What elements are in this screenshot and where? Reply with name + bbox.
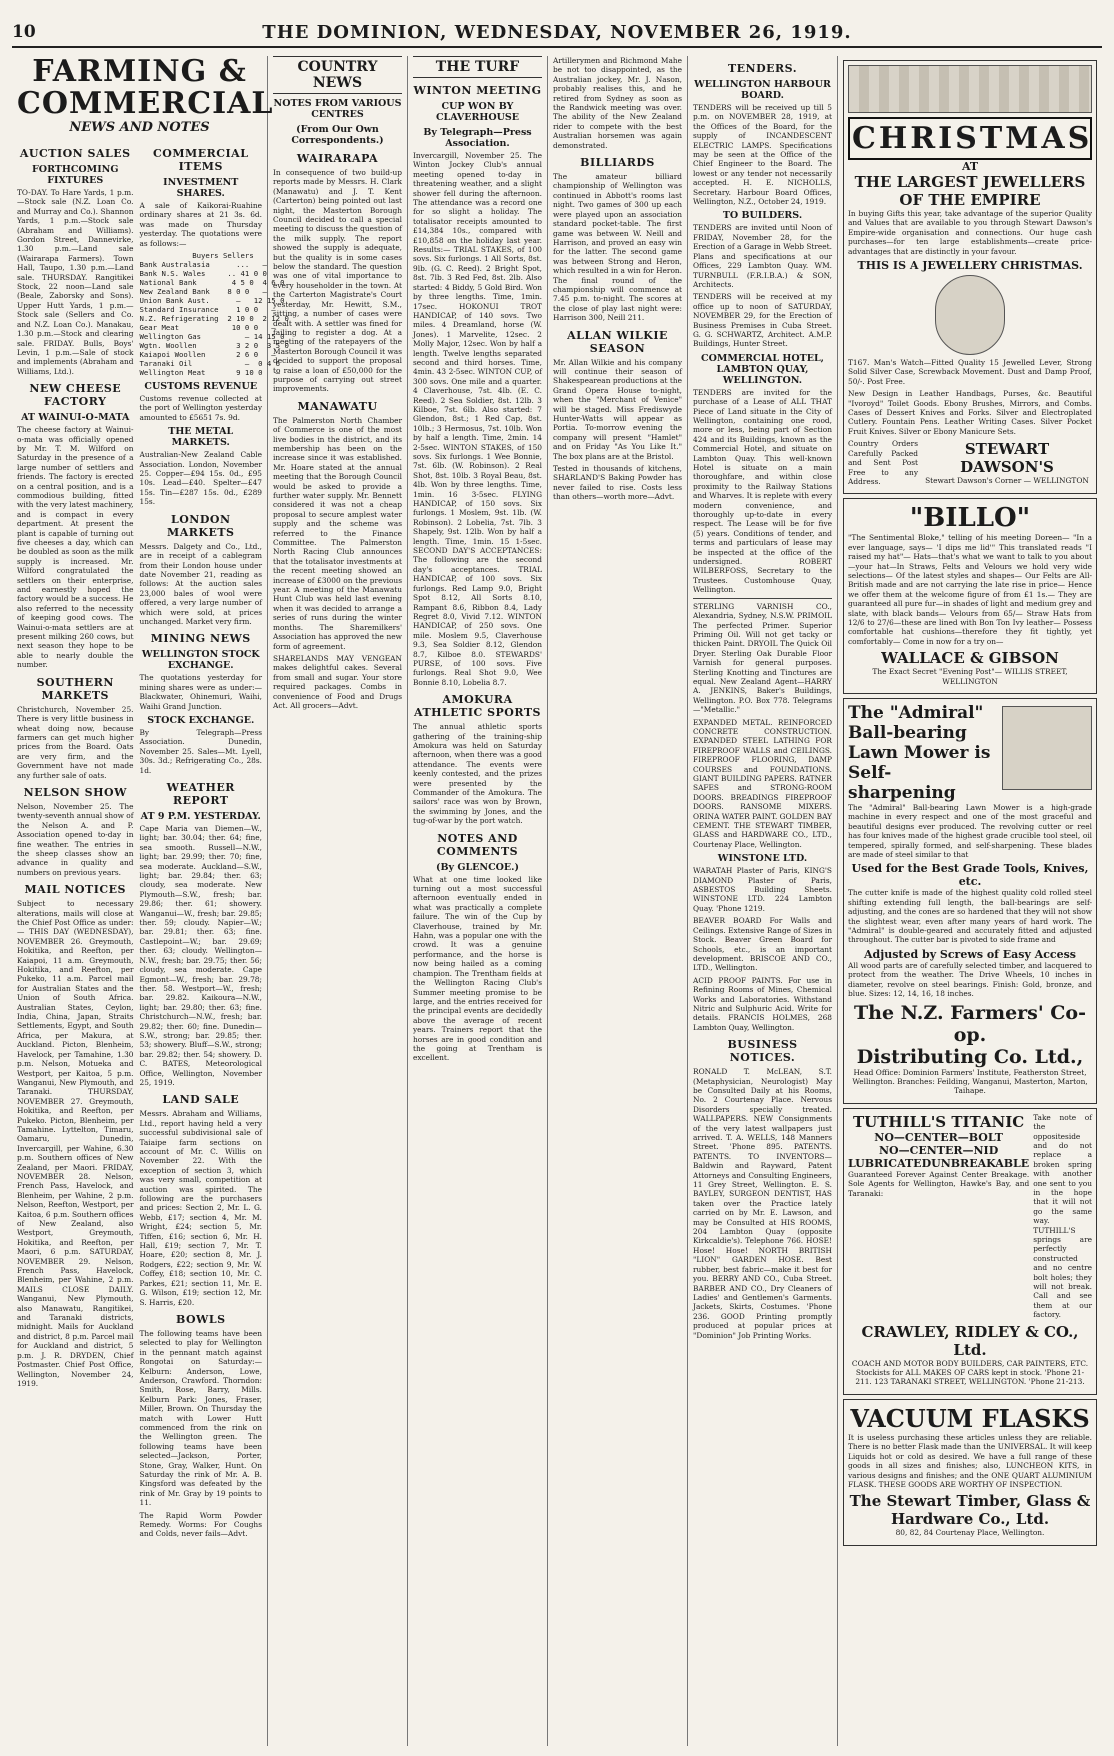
builders2-text: TENDERS will be received at my office up to noon of SATURDAY, NOVEMBER 29, for the Erection of Business Premises in Cuba Street. G. G. SCHWARTZ, Architect. A.M.P. Buildings, Hunter Street. <box>693 292 832 349</box>
stewart-dawson-title: STEWART DAWSON'S <box>960 440 1054 477</box>
tuthill-title: TUTHILL'S TITANIC <box>853 1112 1025 1131</box>
page-number: 10 <box>12 22 36 42</box>
admiral-line1: The "Admiral" <box>848 703 984 723</box>
christmas-ad <box>843 60 1097 494</box>
cheese-heading: NEW CHEESE FACTORY <box>29 382 122 409</box>
mining-subheading: WELLINGTON STOCK EXCHANGE. <box>141 649 260 672</box>
stock-heading: STOCK EXCHANGE. <box>147 714 255 726</box>
admiral-mower-ad <box>843 698 1097 1104</box>
vacuum-title: VACUUM FLASKS <box>850 1403 1090 1433</box>
unbreakable-label: UNBREAKABLE <box>931 1156 1030 1170</box>
weather-text: Cape Maria van Diemen—W., light; bar. 30.04; ther. 64; fine, sea smooth. Russell—N.W., light; bar. 29.99; ther. 70; fine, sea moderate. Auckland—S.W., light; bar. 29.84; ther. 63; cloudy, sea moderate. New Plymouth—S.W., fresh; bar. 29.86; ther. 61; showery. Wanganui—W., fresh; bar. 29.85; ther. 59; cloudy. Napier—W.; bar. 29.81; ther. 63; fine. Castlepoint—W.; bar. 29.69; ther. 63; cloudy. Wellington—N.W., fresh; bar. 29.75; ther. 56; cloudy, sea moderate. Cape Egmont—W., fresh; bar. 29.78; ther. 58. Westport—W., fresh; bar. 29.82. Kaikoura—N.W., light; bar. 29.80; ther. 63; fine. Christchurch—N.W., fresh; bar. 29.82; ther. 60; fine. Dunedin—S.W., strong; bar. 29.85; ther. 53; showery. Bluff—S.W., strong; bar. 29.82; ther. 54; showery. D. C. BATES, Meteorological Office, Wellington, November 25, 1919. <box>139 824 262 1087</box>
billo-ad <box>843 498 1097 694</box>
farming-title: FARMING & COMMERCIAL <box>17 54 274 121</box>
jewellers-line2: OF THE EMPIRE <box>899 191 1041 209</box>
bowls-heading: BOWLS <box>175 1312 226 1326</box>
stewart-timber: The Stewart Timber, Glass & Hardware Co., Ltd. <box>849 1492 1091 1529</box>
christmas-text: In buying Gifts this year, take advantage of the superior Quality and Values that are available to you through Stewart Dawson's Empire-wide organisation and connections. Our huge cash purchases—for ten large establishments—create price-advantages that are distinctly in your favour. <box>848 209 1092 256</box>
winton-heading: WINTON MEETING <box>413 84 542 97</box>
divider <box>693 598 832 599</box>
business-heading: BUSINESS NOTICES. <box>727 1038 798 1065</box>
crawley-ridley: CRAWLEY, RIDLEY & CO., Ltd. <box>861 1322 1079 1359</box>
admiral-used: Used for the Best Grade Tools, Knives, etc. <box>851 862 1089 889</box>
mining-text: The quotations yesterday for mining shares were as under:— Blackwater, Ohinemuri, Waihi, Waihi Grand Junction. <box>139 673 262 711</box>
expanded-metal-ad: EXPANDED METAL. REINFORCED CONCRETE CONSTRUCTION. EXPANDED STEEL LATHING FOR FIREPROOF WALLS and CEILINGS. FIREPROOF FLOORING, DAMP COURSES and FOUNDATIONS. GIANT BUILDING PAPERS. RATNER SAFES and STRONG-ROOM DOORS. BREADINGS FIREPROOF DOORS. RANSOME MIXERS. ORINA WATER PAINT. GOLDEN BAY CEMENT. THE STEWART TIMBER, GLASS and HARDWARE CO., LTD., Courtenay Place, Wellington. <box>693 717 833 849</box>
christmas-heading: CHRISTMAS <box>848 117 1092 160</box>
flags-illustration <box>848 65 1092 113</box>
stewart-timber-sub: 80, 82, 84 Courtenay Place, Wellington. <box>895 1528 1045 1538</box>
display-ads-column <box>838 56 1102 1746</box>
admiral-line3: Lawn Mower is <box>848 743 991 763</box>
winstone-heading: WINSTONE LTD. <box>717 853 808 865</box>
watch-caption: T167. Man's Watch—Fitted Quality 15 Jewelled Lever, Strong Solid Silver Case, Screwback Movement. Dust and Damp Proof, 50/-. Post Free. <box>848 358 1092 386</box>
wairarapa-heading: WAIRARAPA <box>296 152 379 165</box>
notes-heading: NOTES AND COMMENTS <box>436 831 519 858</box>
winton-text: Invercargill, November 25. The Winton Jockey Club's annual meeting opened to-day in threatening weather, and a slight shower fell during the afternoon. The attendance was a record one for so slight a holiday. The totalisator receipts amounted to £14,384 10s., compared with £10,858 on the holiday last year. Results:— TRIAL STAKES, of 100 sovs. Six furlongs. 1 All Sorts, 8st. 9lb. (G. C. Reed). 2 Bright Spot, 8st. 7lb. 3 Red Fed, 8st. 2lb. Also started: 4 Biddy, 5 Gold Bird. Won by three lengths. Time, 1min. 17sec. HOKONUI TROT HANDICAP, of 140 sovs. Two miles. 4 Dreamland, horse (W. Jones). 1 Marvelite, 12sec. 2 Molly Major, 12sec. Won by half a length. Twelve lengths separated second and third horses. Time, 4min. 43 2-5sec. WINTON CUP, of 300 sovs. One mile and a quarter. 4 Claverhouse, 7st. 4lb. (E. C. Reed). 2 Sea Soldier, 8st. 12lb. 3 Kilboe, 7st. 6lb. Also started: 7 Glendon, 8st.; 1 Red Cap, 8st. 10lb.; 3 Hermosus, 7st. 10lb. Won by half a length. Time, 2min. 14 2-5sec. WINTON STAKES, of 150 sovs. Six furlongs. 1 Wee Bonnie, 7st. 6lb. (W. Robinson). 2 Real Shot, 8st. 10lb. 3 Royal Beau, 8st. 4lb. Won by three lengths. Time, 1min. 16 3-5sec. FLYING HANDICAP, of 150 sovs. Six furlongs. 1 Moslem, 9st. 1lb. (W. Robinson). 2 Lobelia, 7st. 7lb. 3 Shapely, 9st. 12lb. Won by half a length. Time, 1min. 15 1-5sec. SECOND DAY'S ACCEPTANCES: The following are the second day's acceptances. TRIAL HANDICAP, of 100 sovs. Six furlongs. Red Lamp 9.0, Bright Spot 8.12, All Sorts 8.10, Rampant 8.6, Ribbon 8.4, Lady Regret 8.0, Vivid 7.12. WINTON HANDICAP, of 250 sovs. One mile. Moslem 9.5, Claverhouse 9.3, Sea Soldier 8.12, Glendon 8.7, Kilboe 8.0. STEWARDS' PURSE, of 100 sovs. Five furlongs. Real Shot 9.0, Wee Bonnie 8.10, Lobelia 8.7. <box>413 151 542 687</box>
southern-text: Christchurch, November 25. There is very little business in wheat doing now, because farmers can get much higher prices from the Board. Oats are very firm, and the Government have not made any further sale of oats. <box>17 704 134 780</box>
investment-heading: INVESTMENT SHARES. <box>163 177 239 199</box>
jewellers-line1: THE LARGEST JEWELLERS <box>854 173 1086 191</box>
acid-paints-ad: ACID PROOF PAINTS. For use in Refining Rooms of Mines, Chemical Works and Laboratories. Withstand Nitric and Sulphuric Acid. Write for details. FRANCIS HOLMES, 268 Lambton Quay, Wellington. <box>693 975 832 1032</box>
tuthill-sub2: NO—CENTER—NID <box>878 1143 999 1157</box>
masthead <box>12 22 1102 48</box>
mail-text: Subject to necessary alterations, mails will close at the Chief Post Office as under:— THIS DAY (WEDNESDAY), NOVEMBER 26. Greymouth, Hokitika, and Reefton, per Kaiapoi, 11 a.m. Greymouth, Hokitika, and Reefton, per Pukeko, 11 a.m. Parcel mail for Australian States and the Union of South Africa. Australian States, Ceylon, India, China, Japan, Straits Settlements, Egypt, and South Africa, per Makura, at Auckland. Picton, Blenheim, Havelock, per Tamahine, 1.30 p.m. Nelson, Motueka and Westport, per Kaitoa, 5 p.m. Wanganui, New Plymouth, and Taranaki. THURSDAY, NOVEMBER 27. Greymouth, Hokitika, and Reefton, per Pukeko. Picton, Blenheim, per Tamahine. Lyttelton, Timaru, Oamaru, Dunedin, Invercargill, per Wahine, 6.30 p.m. Southern offices of New Zealand, per Maori. FRIDAY, NOVEMBER 28. Nelson, French Pass, Havelock, and Blenheim, per Wahine, 2 p.m. Nelson, Reefton, Westport, per Kaitoa, 6 p.m. Southern offices of New Zealand, also Westport, Greymouth, Hokitika, and Reefton, per Maori, 6 p.m. SATURDAY, NOVEMBER 29. Nelson, French Pass, Havelock, Blenheim, per Wahine, 2 p.m. MAILS CLOSE DAILY. Wanganui, New Plymouth, also Manawatu, Rangitikei, and Taranaki districts, midnight. Mails for Auckland and district, 8 p.m. Parcel mail for Auckland and district, 5 p.m. J. R. DRYDEN, Chief Postmaster. Chief Post Office, Wellington, November 24, 1919. <box>17 899 134 1388</box>
wilkie-text: Mr. Allan Wilkie and his company will continue their season of Shakespearean productions at the Grand Opera House to-night, when the "Merchant of Venice" will be staged. Miss Frediswyde Hunter-Watts will appear as Portia. To-morrow evening the company will present "Hamlet" and on Friday "As You Like It." The box plans are at the Bristol. <box>553 357 682 461</box>
harbour-text: TENDERS will be received up till 5 p.m. on NOVEMBER 28, 1919, at the Offices of the Board, for the supply of INCANDESCENT ELECTRIC LAMPS. Specifications may be seen at the Office of the Chief Engineer to the Board. The lowest or any tender not necessarily accepted. H. E. NICHOLLS, Secretary. Harbour Board Offices, Wellington, N.Z., October 24, 1919. <box>693 103 832 207</box>
bowls-text: The following teams have been selected to play for Wellington in the pennant match against Rongotai on Saturday:—Kelburn: Anderson, Lowe, Anderson, Crawford. Thorndon: Smith, Rose, Barry, Mills. Kelburn Park: Jones, Fraser, Miller, Brown. On Thursday the match with Lower Hutt commenced from the rink on the Wellington green. The following teams have been selected—Jackson, Porter, Stone, Gray, Walker, Hunt. On Saturday the rink of Mr. A. B. Kingsford was defeated by the rink of Mr. Gray by 19 points to 11. <box>139 1328 262 1508</box>
admiral-text3: All wood parts are of carefully selected timber, and lacquered to protect from the weather. The Drive Wheels, 10 inches in diameter, revolve on steel bearings. Finish: Gold, bronze, and blue. Sizes: 12, 14, 16, 18 inches. <box>848 960 1092 999</box>
turf-section <box>408 56 548 1746</box>
amokura-text: The annual athletic sports gathering of the training-ship Amokura was held on Saturday afternoon, when there was a good attendance. The events were keenly contested, and the prizes were presented by the Commander of the Amokura. The sailors' race was won by Brown, the swimming by Jones, and the tug-of-war by the port watch. <box>413 722 542 826</box>
commercial-heading: COMMERCIAL ITEMS <box>153 147 249 173</box>
weather-subheading: AT 9 P.M. YESTERDAY. <box>140 811 261 822</box>
billo-title: "BILLO" <box>909 503 1031 534</box>
stewart-dawson-sub: Stewart Dawson's Corner — WELLINGTON <box>925 476 1089 486</box>
nz-farmers-line2: Distributing Co. Ltd., <box>856 1045 1084 1068</box>
vacuum-flasks-ad <box>843 1399 1097 1546</box>
shares-table: Buyers Sellers Bank Australasia ... — Bank N.S. Wales .. 41 0 0 National Bank 4 5 0 4 6 0 New Zealand Bank 8 0 0 — Union Bank Aust. — 12 15 0 Standard Insurance 1 0 0 — N.Z. Refrigerating 2 10 0 2 12 0 Gear Meat 10 0 0 — Wellington Gas — 14 15 0 Wgtn. Woollen 3 2 0 3 5 0 Kaiapoi Woollen 2 6 0 — Taranaki Oil — 0 4 6 Wellington Meat 9 10 0 — <box>139 251 289 378</box>
billiards-text: The amateur billiard championship of Wellington was continued in Abbott's rooms last night. Two games of 300 up each were played upon an association standard pocket-table. The first game was between W. Neill and Harrison, and proved an easy win for the latter. The second game was between Strong and Heron, which resulted in a win for Heron. The final round of the championship will commence at 7.45 p.m. to-night. The scores at the close of play last night were: Harrison 300, Neill 211. <box>553 172 682 323</box>
beaver-board-ad: BEAVER BOARD For Walls and Ceilings. Extensive Range of Sizes in Stock. Beaver Green Board for Schools, etc., is an important development. BRISCOE AND CO., LTD., Wellington. <box>693 916 832 973</box>
wairarapa-text: In consequence of two build-up reports made by Messrs. H. Clark (Manawatu) and J. T. Kent (Carterton) being pointed out last night, the Masterton Borough Council decided to call a special meeting to discuss the question of the milk supply. The report showed the supply is adequate, but the quality is in some cases below the standard. The question was one of vital importance to every householder in the town. At the Carterton Magistrate's Court yesterday, Mr. Hewitt, S.M., sitting, a number of cases were dealt with. A settler was fined for failing to register a dog. At a meeting of the ratepayers of the Masterton Borough Council it was decided to support the proposal to raise a loan of £50,000 for the purpose of carrying out street improvements. <box>273 168 402 394</box>
auction-text: TO-DAY. To Hare Yards, 1 p.m.—Stock sale (N.Z. Loan Co. and Murray and Co.). Shannon Yards, 1 p.m.—Stock sale (Abraham and Williams). Gordon Street, Dannevirke, 1.30 p.m.—Land sale (Wairarapa Farmers). Town Hall, Taupo, 1.30 p.m.—Land sale. THURSDAY. Rangitikei Stock, 22 noon—Land sale (Beale, Zaborsky and Sons). Upper Hutt Yards, 1 p.m.—Stock sale (Sellers and Co. and N.Z. Loan Co.). Manakau, 1.30 p.m.—Stock and clearing sale. FRIDAY. Bulls, Boys' Levin, 1 p.m.—Sale of stock and implements (Abraham and Williams, Ltd.). <box>17 188 134 376</box>
stock-text: By Telegraph—Press Association. Dunedin, November 25. Sales—Mt. Lyell, 30s. 3d.; Refrigerating Co., 28s. 1d. <box>139 727 262 775</box>
harbour-heading: WELLINGTON HARBOUR BOARD. <box>694 79 831 101</box>
country-news-heading: COUNTRY NEWS <box>273 56 402 94</box>
turf-heading: THE TURF <box>413 56 542 78</box>
newspaper-title: THE DOMINION, WEDNESDAY, NOVEMBER 26, 1919. <box>262 22 852 43</box>
artillery-text: Artillerymen and Richmond Mahe be not too disappointed, as the Australian jockey, Mr. J. Nason, probably realises this, and he retired from Sydney as soon as the Randwick meeting was over. The ability of the New Zealand rider to compete with the best Australian horsemen was again demonstrated. <box>553 56 682 150</box>
london-heading: LONDON MARKETS <box>167 512 235 539</box>
nelson-heading: NELSON SHOW <box>23 785 127 799</box>
admiral-text2: The cutter knife is made of the highest quality cold rolled steel shifting extending full length, the ball-bearings are self-adjusting, and the cones are so hardened that they will not show the slightest wear, even after many years of hard work. The "Admiral" is double-geared and accurately fitted and adjusted throughout. The cutter bar is pivoted to side frame and <box>848 888 1092 945</box>
manawatu-text: The Palmerston North Chamber of Commerce is one of the most live bodies in the district, and its membership has been on the increase since it was established. Mr. Hoare stated at the annual meeting that the Borough Council would be asked to provide a further water supply. Mr. Bennett considered it was not a cheap proposal to secure amplest water supply and the scheme was referred to the Finance Committee. The Palmerston North Racing Club announces that the totalisator investments at the recent meeting showed an increase of £3000 on the previous year. A meeting of the Manawatu Hunt Club was held last evening when it was decided to arrange a series of runs during the winter months. The Sharemilkers' Association has approved the new form of agreement. <box>273 415 402 651</box>
cheese-text: The cheese factory at Wainui-o-mata was officially opened by Mr. T. M. Wilford on Saturday in the presence of a large number of settlers and friends. The factory is erected on a central position, and is a commodious building, fitted with the very latest machinery, and is compact in every department. At present the plant is capable of turning out five cheeses a day, which can be doubled as soon as the milk supply is increased. Mr. Wilford congratulated the settlers on their enterprise, and earnestly hoped the factory would be a success. He also referred to the necessity of keeping good cows. The Wainui-o-mata settlers are at present milking 260 cows, but next season they hope to be able to nearly double the number. <box>17 425 134 670</box>
wallace-gibson-sub: The Exact Secret "Evening Post"— WILLIS STREET, WELLINGTON <box>872 667 1068 686</box>
land-text: Messrs. Abraham and Williams, Ltd., report having held a very successful subdivisional sale of Taiaipe farm sections on account of Mr. C. Willis on November 22. With the exception of section 3, which was very small, competition at auction was spirited. The following are the purchasers and prices: Section 2, Mr. L. G. Webb, £17; section 4, Mr. M. Wright, £24; section 5, Mr. Tiffen, £16; section 6, Mr. H. Hall, £19; section 7, Mr. T. Hoare, £20; section 8, Mr. J. Rodgers, £22; section 9, Mr. W. Coffey, £18; section 10, Mr. C. Parkes, £21; section 11, Mr. E. G. Wilson, £19; section 12, Mr. S. Harris, £20. <box>139 1109 262 1307</box>
tuthill-ad <box>843 1108 1097 1395</box>
tuthill-sub1: NO—CENTER—BOLT <box>874 1130 1003 1144</box>
nelson-text: Nelson, November 25. The twenty-seventh annual show of the Nelson A. and P. Association opened to-day in fine weather. The entries in the sheep classes show an advance in quality and numbers on previous years. <box>17 801 134 877</box>
tenders-section <box>688 56 838 1746</box>
watch-illustration <box>935 275 1005 355</box>
billiards-heading: BILLIARDS <box>580 156 655 170</box>
farming-commercial-section <box>12 54 289 1746</box>
christmas-at: AT <box>961 160 979 173</box>
tenders-heading: TENDERS. <box>727 62 798 75</box>
country-news-section <box>268 56 408 1746</box>
tuthill-side-text: Take note of the oppositeside and do not replace a broken spring with another one sent to you in the hope that it will not go the same way. TUTHILL'S springs are perfectly constructed and no centre bolt holes; they will not break. Call and see them at our factory. <box>1033 1112 1092 1320</box>
farming-left-column <box>17 141 134 1542</box>
customs-heading: CUSTOMS REVENUE <box>144 381 258 393</box>
nz-farmers-line1: The N.Z. Farmers' Co-op. <box>854 1001 1086 1046</box>
metals-text: Australian-New Zealand Cable Association. London, November 25. Copper—£94 15s. 0d., £95 10s. Lead—£40. Spelter—£47 15s. Tin—£287 15s. 0d., £289 15s. <box>139 450 262 507</box>
manawatu-heading: MANAWATU <box>297 399 378 413</box>
notes-text: What at one time looked like turning out a most successful afternoon eventually ended in what was practically a complete failure. The win of the Cup by Claverhouse, trained by Mr. Hahn, was a popular one with the crowd. It was a genuine performance, and the horse is now being hailed as a coming champion. The Trentham fields at the Wellington Racing Club's Summer meeting promise to be large, and the entries received for the principal events are decidedly above the average of recent years. Trainers report that the horses are in good condition and the going at Trentham is excellent. <box>413 874 542 1063</box>
builders-text: TENDERS are invited until Noon of FRIDAY, November 28, for the Erection of a Garage in Webb Street. Plans and specifications at our Offices, 229 Lambton Quay. WM. TURNBULL (F.R.I.B.A.) & SON, Architects. <box>693 223 832 289</box>
waratah-ad: WARATAH Plaster of Paris, KING'S DIAMOND Plaster of Paris, ASBESTOS Building Sheets. WINSTONE LTD. 224 Lambton Quay. 'Phone 1219. <box>693 866 832 913</box>
admiral-text: The "Admiral" Ball-bearing Lawn Mower is a high-grade machine in every respect and one of the most graceful and beautiful designs ever produced. The revolving cutter or reel has four knives made of the highest grade crucible tool steel, oil tempered, spirally formed, and self-sharpening. These blades are made of steel similar to that <box>848 803 1092 860</box>
country-news-sub2: (From Our Own Correspondents.) <box>291 124 384 146</box>
tuthill-text: Guaranteed Forever Against Center Breakage. Sole Agents for Wellington, Hawke's Bay, and Taranaki: <box>848 1169 1030 1198</box>
land-heading: LAND SALE <box>162 1093 240 1107</box>
vacuum-text: It is useless purchasing these articles unless they are reliable. There is no better Flask made than the UNIVERSAL. It will keep Liquids hot or cold as desired. We have a full range of these goods in all sizes and finishes; also, LUNCHEON KITS, in various designs and finishes; and the ONE QUART ALUMINIUM FLASK. THESE GOODS ARE WORTHY OF INSPECTION. <box>848 1432 1092 1489</box>
country-orders: Country Orders Carefully Packed and Sent Post Free to any Address. <box>848 439 918 486</box>
sharelands-ad: SHARELANDS MAY VENGEAN makes delightful cakes. Several from small and sugar. Your store required packages. Combs in convenience of Food and Drugs Act. All grocers—Advt. <box>273 653 402 710</box>
wilkie-heading: ALLAN WILKIE SEASON <box>567 328 668 355</box>
country-news-sub1: NOTES FROM VARIOUS CENTRES <box>273 98 402 120</box>
investment-intro: A sale of Kaikorai-Ruahine ordinary shares at 21 3s. 6d. was made on Thursday yesterday. The quotations were as follows:— <box>139 201 262 248</box>
admiral-line2: Ball-bearing <box>848 723 967 743</box>
hotel-text: TENDERS are invited for the purchase of a Lease of ALL THAT Piece of Land situate in the City of Wellington, containing one rood, more or less, being part of Section 424 and its Buildings, known as the Commercial Hotel, and situate on Lambton Quay. This well-known Hotel is situate on a main thoroughfare, and within close proximity to the Railway Stations and Wharves. It is replete with every modern convenience, and thoroughly up-to-date in every respect. The Lease will be for five (5) years. Conditions of tender, and terms and particulars of lease may be inspected at the office of the undersigned. ROBERT WILBERFOSS, Secretary to the Trustees. Customhouse Quay, Wellington. <box>693 387 832 595</box>
builders-heading: TO BUILDERS. <box>722 210 803 222</box>
column-four <box>548 56 688 1746</box>
southern-heading: SOUTHERN MARKETS <box>36 675 114 702</box>
amokura-heading: AMOKURA ATHLETIC SPORTS <box>414 693 541 720</box>
hotel-heading: COMMERCIAL HOTEL, LAMBTON QUAY, WELLINGTON. <box>701 352 824 386</box>
mail-heading: MAIL NOTICES <box>24 883 126 897</box>
worm-powder-ad: The Rapid Worm Powder Remedy. Worms: For Coughs and Colds, never fails—Advt. <box>139 1510 262 1539</box>
baking-powder-ad: Tested in thousands of kitchens, SHARLAND'S Baking Powder has never failed to rise. Costs less than others—worth more—Advt. <box>553 464 682 502</box>
notes-byline: (By GLENCOE.) <box>436 861 519 873</box>
lubricated-label: LUBRICATED <box>848 1156 932 1170</box>
farming-right-column <box>139 141 289 1542</box>
metals-heading: THE METAL MARKETS. <box>168 426 234 449</box>
auction-heading: AUCTION SALES <box>19 147 131 160</box>
nz-farmers-sub: Head Office: Dominion Farmers' Institute, Featherston Street, Wellington. Branches: Feilding, Wanganui, Masterton, Marton, Taihape. <box>852 1067 1088 1096</box>
billo-text: "The Sentimental Bloke," telling of his meeting Doreen— "In a ever language, says— 'I dips me lid'" This translated reads "I raised my hat"— Hats—that's what we want to talk to you about—your hat—In Straws, Felts and Velours we hold very wide selections— Of the latest styles and shapes— Our Felts are All-British made and are not carrying the late rise in price— Hence we offer them at the welcome figure of from £1 1s.— They are guaranteed all pure fur—in shades of light and medium grey and slate, with black bands— Velours from 65/— Straw Hats from 12/6 to 27/6—these are lined with Bon Ton Ivy leather— Possess comfortable hat cushions—therefore they fit tightly, yet comfortably— Come in now for a try on— <box>848 533 1092 646</box>
farming-subtitle: NEWS AND NOTES <box>69 120 210 135</box>
auction-subheading: FORTHCOMING FIXTURES <box>32 164 119 186</box>
customs-text: Customs revenue collected at the port of Wellington yesterday amounted to £5651 7s. 9d. <box>139 394 262 422</box>
cheese-subheading: AT WAINUI-O-MATA <box>21 412 130 424</box>
crawley-sub: COACH AND MOTOR BODY BUILDERS, CAR PAINTERS, ETC. Stockists for ALL MAKES OF CARS kept in stock. 'Phone 21-211. 123 TARANAKI STREET, WELLINGTON. 'Phone 21-213. <box>851 1358 1089 1387</box>
london-text: Messrs. Dalgety and Co., Ltd., are in receipt of a cablegram from their London house under date November 21, reading as follows: At the auction sales 23,000 bales of wool were offered, a very large number of which were sold, at prices unchanged. Market very firm. <box>139 541 262 626</box>
christmas-text2: New Design in Leather Handbags, Purses, &c. Beautiful "Ivoroyd" Toilet Goods. Ebony Brushes, Mirrors, and Combs. Cases of Dessert Knives and Forks. Silver and Electroplated Cutlery. Fountain Pens. Leather Writing Cases. Silver Pocket Fruit Knives. Silver or Ebony Manicure Sets. <box>848 389 1092 436</box>
jewellery-christmas: THIS IS A JEWELLERY CHRISTMAS. <box>857 259 1083 273</box>
lawn-mower-illustration <box>1002 706 1092 790</box>
admiral-adjusted: Adjusted by Screws of Easy Access <box>864 947 1076 961</box>
winton-byline: By Telegraph—Press Association. <box>423 127 532 149</box>
wallace-gibson: WALLACE & GIBSON <box>881 649 1059 668</box>
business-text: RONALD T. McLEAN, S.T. (Metaphysician, Neurologist) May be Consulted Daily at his Rooms, No. 2 Courtenay Place. Nervous Disorders specially treated. WALLPAPERS. NEW Consignments of the very latest wallpapers just arrived. T. A. WELLS, 148 Manners Street. 'Phone 895. PATENTS. PATENTS. TO INVENTORS—Baldwin and Rayward, Patent Attorneys and Consulting Engineers, 11 Grey Street, Wellington. E. S. BAYLEY, SURGEON DENTIST, HAS taken over the Practice lately carried on by Mr. E. Lawson, and may be Consulted at HIS ROOMS, 204 Lambton Quay (opposite Kirkcaldie's). Telephone 766. HOSE! Hose! Hose! NORTH BRITISH "LION" GARDEN HOSE. Best rubber, best fabric—make it best for you. BERRY AND CO., Cuba Street. BARBER AND CO., Dry Cleaners of Ladies' and Gentlemen's Garments. Jackets, Skirts, Costumes. 'Phone 236. GOOD Printing promptly produced at popular prices at "Dominion" Job Printing Works. <box>693 1067 832 1340</box>
admiral-line4: Self-sharpening <box>848 763 956 803</box>
mining-heading: MINING NEWS <box>150 632 251 646</box>
sterling-varnish-ad: STERLING VARNISH CO., Alexandria, Sydney, N.S.W. PRIMOIL The perfected Primer. Superior Priming Oil. Will not get tacky or thicken Paint. DRYOIL The Quick Oil Dryer. Sterling Oak Durable Floor Varnish for general purposes. Sterling Knotting and Tinctures are equal. New Zealand Agent—HARRY A. JENKINS, Baker's Buildings, Wellington. P.O. Box 778. Telegrams—"Metallic." <box>693 601 832 715</box>
weather-heading: WEATHER REPORT <box>166 781 235 807</box>
winton-subheading: CUP WON BY CLAVERHOUSE <box>435 101 520 123</box>
